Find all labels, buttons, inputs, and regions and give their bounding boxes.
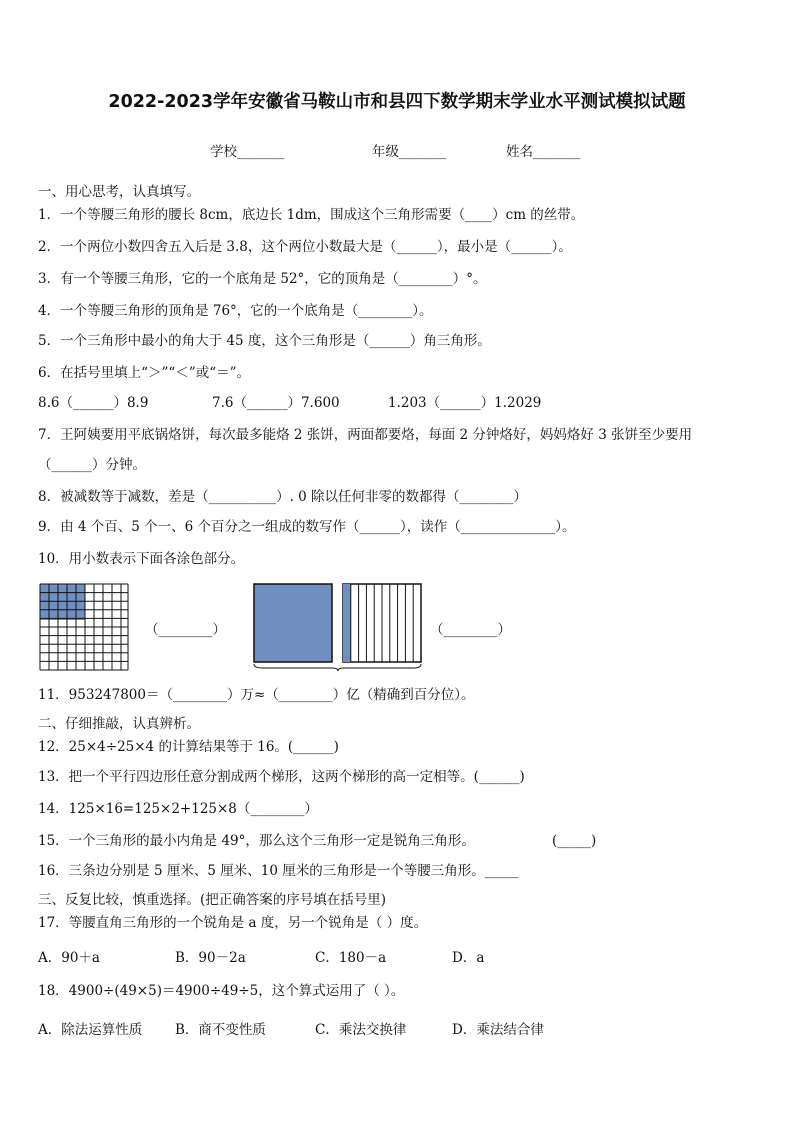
hundred-grid-figure: [38, 582, 130, 672]
question-17-option-a[interactable]: A．90＋a: [38, 950, 100, 966]
question-5: 5．一个三角形中最小的角大于 45 度，这个三角形是（______）角三角形。: [38, 333, 491, 349]
question-11: 11．953247800＝（________）万≈（________）亿（精确到百分位）。: [38, 687, 475, 703]
question-15: 15．一个三角形的最小内角是 49°，那么这个三角形一定是锐角三角形。: [38, 833, 475, 849]
question-6c: 1.203（______）1.2029: [388, 395, 542, 411]
question-6a: 8.6（______）8.9: [38, 395, 149, 411]
tenths-shaded-strip: [343, 584, 351, 662]
question-17-option-c[interactable]: C．180－a: [315, 950, 387, 966]
question-3: 3．有一个等腰三角形，它的一个底角是 52°，它的顶角是（________）°。: [38, 271, 487, 287]
section-3-heading: 三、反复比较，慎重选择。(把正确答案的序号填在括号里): [38, 892, 387, 908]
question-17-option-b[interactable]: B．90－2a: [175, 950, 246, 966]
question-15-blank[interactable]: (_____): [552, 833, 597, 849]
question-10-blank-2[interactable]: （________）: [430, 622, 511, 638]
question-18-option-b[interactable]: B．商不变性质: [175, 1022, 266, 1038]
whole-shaded-square: [254, 584, 332, 662]
question-9: 9．由 4 个百、5 个一、6 个百分之一组成的数写作（______），读作（______________）。: [38, 519, 576, 535]
question-18: 18．4900÷(49×5)＝4900÷49÷5，这个算式运用了（ ）。: [38, 983, 405, 999]
question-10: 10．用小数表示下面各涂色部分。: [38, 551, 245, 567]
question-7-line1: 7．王阿姨要用平底锅烙饼，每次最多能烙 2 张饼，两面都要烙，每面 2 分钟烙好，妈妈烙好 3 张饼至少要用: [38, 427, 693, 443]
question-17-option-d[interactable]: D．a: [452, 950, 485, 966]
question-18-option-d[interactable]: D．乘法结合律: [452, 1022, 544, 1038]
question-14: 14．125×16=125×2+125×8（________）: [38, 801, 318, 817]
question-18-option-c[interactable]: C．乘法交换律: [315, 1022, 407, 1038]
question-13: 13．把一个平行四边形任意分割成两个梯形，这两个梯形的高一定相等。(______): [38, 769, 525, 785]
question-18-option-a[interactable]: A．除法运算性质: [38, 1022, 143, 1038]
school-field[interactable]: 学校_______: [210, 144, 285, 160]
question-4: 4．一个等腰三角形的顶角是 76°，它的一个底角是（________）。: [38, 303, 433, 319]
question-6: 6．在括号里填上“＞”“＜”或“＝”。: [38, 365, 250, 381]
question-17: 17．等腰直角三角形的一个锐角是 a 度，另一个锐角是（ ）度。: [38, 915, 428, 931]
section-2-heading: 二、仔细推敲，认真辨析。: [38, 716, 200, 732]
question-10-blank-1[interactable]: （________）: [145, 622, 226, 638]
page-title: 2022-2023学年安徽省马鞍山市和县四下数学期末学业水平测试模拟试题: [108, 92, 686, 112]
question-12: 12．25×4÷25×4 的计算结果等于 16。(______): [38, 739, 339, 755]
question-1: 1．一个等腰三角形的腰长 8cm，底边长 1dm，围成这个三角形需要（____）cm 的丝带。: [38, 207, 585, 223]
question-2: 2．一个两位小数四舍五入后是 3.8，这个两位小数最大是（______），最小是（______）。: [38, 239, 572, 255]
question-16: 16．三条边分别是 5 厘米、5 厘米、10 厘米的三角形是一个等腰三角形。_____: [38, 863, 519, 879]
grid-shaded-area: [40, 584, 85, 620]
brace-mark: [254, 664, 421, 671]
grade-field[interactable]: 年级_______: [372, 144, 447, 160]
name-field[interactable]: 姓名_______: [506, 144, 581, 160]
question-7-line2: （______）分钟。: [38, 457, 146, 473]
question-6b: 7.6（______）7.600: [212, 395, 340, 411]
question-8: 8．被减数等于减数，差是（__________）. 0 除以任何非零的数都得（________）: [38, 489, 528, 505]
section-1-heading: 一、用心思考，认真填写。: [38, 184, 200, 200]
decimal-bars-figure: [252, 582, 422, 672]
